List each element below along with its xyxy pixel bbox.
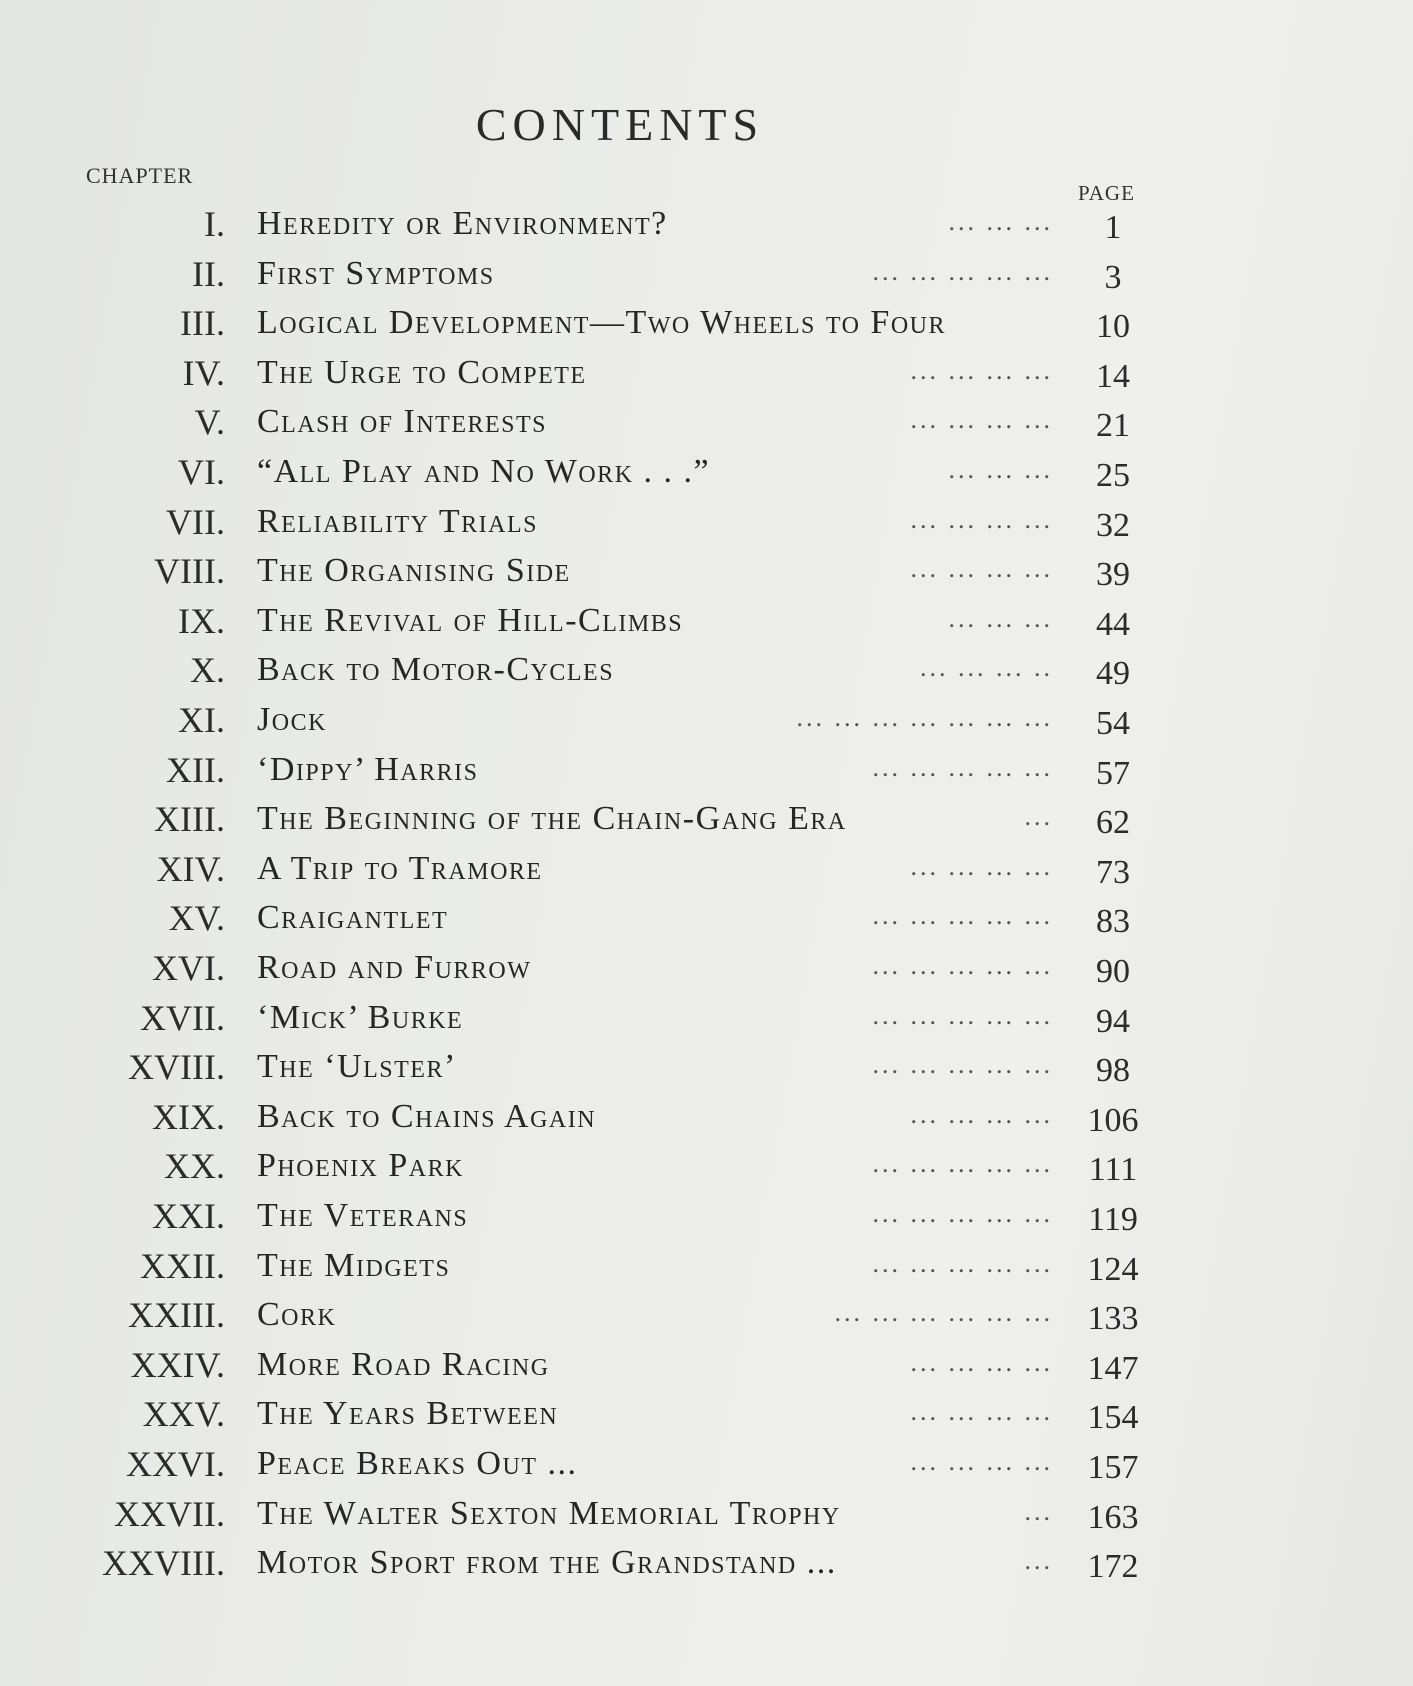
page-number: 25 bbox=[1096, 457, 1130, 494]
chapter-title: Heredity or Environment? bbox=[257, 205, 668, 242]
contents-entry bbox=[0, 501, 1413, 551]
dot-leader: ... ... ... ... bbox=[910, 1447, 1053, 1476]
page-column-label: PAGE bbox=[1078, 181, 1135, 205]
page-number: 157 bbox=[1087, 1449, 1139, 1486]
chapter-title: Back to Chains Again bbox=[257, 1098, 597, 1135]
chapter-title: The Walter Sexton Memorial Trophy bbox=[257, 1495, 841, 1532]
chapter-title: Motor Sport from the Grandstand ... bbox=[257, 1544, 837, 1581]
chapter-number: XVI. bbox=[152, 948, 225, 988]
contents-entry bbox=[0, 649, 1413, 699]
chapter-number: XXI. bbox=[152, 1196, 225, 1236]
contents-entry bbox=[0, 401, 1413, 451]
chapter-number: XII. bbox=[166, 750, 225, 790]
page-number: 154 bbox=[1087, 1399, 1139, 1436]
page-number: 44 bbox=[1096, 606, 1130, 643]
page-number: 172 bbox=[1087, 1548, 1139, 1585]
chapter-title: More Road Racing bbox=[257, 1346, 550, 1383]
chapter-title: The Revival of Hill-Climbs bbox=[257, 602, 684, 639]
chapter-title: The ‘Ulster’ bbox=[257, 1048, 457, 1085]
dot-leader: ... ... ... ... bbox=[910, 356, 1053, 385]
dot-leader: ... bbox=[1024, 802, 1053, 831]
chapter-title: The Urge to Compete bbox=[257, 354, 587, 391]
chapter-number: III. bbox=[180, 303, 225, 343]
chapter-title: The Organising Side bbox=[257, 552, 571, 589]
chapter-number: XXVI. bbox=[126, 1444, 225, 1484]
dot-leader: ... ... ... ... ... bbox=[872, 1001, 1053, 1030]
contents-entry bbox=[0, 947, 1413, 997]
chapter-number: XVII. bbox=[140, 998, 225, 1038]
page-number: 10 bbox=[1096, 308, 1130, 345]
page-number: 124 bbox=[1087, 1251, 1139, 1288]
contents-entry bbox=[0, 848, 1413, 898]
page-number: 163 bbox=[1087, 1499, 1139, 1536]
contents-entry bbox=[0, 749, 1413, 799]
dot-leader: ... ... ... ... bbox=[910, 1100, 1053, 1129]
chapter-number: X. bbox=[190, 650, 225, 690]
dot-leader: ... bbox=[1024, 1546, 1053, 1575]
dot-leader: ... ... ... ... bbox=[910, 852, 1053, 881]
chapter-number: IX. bbox=[178, 601, 225, 641]
chapter-title: The Veterans bbox=[257, 1197, 469, 1234]
dot-leader: ... ... ... ... ... ... ... bbox=[796, 703, 1053, 732]
page-number: 39 bbox=[1096, 556, 1130, 593]
chapter-number: XXIV. bbox=[130, 1345, 225, 1385]
chapter-title: Back to Motor-Cycles bbox=[257, 651, 615, 688]
contents-entry bbox=[0, 203, 1413, 253]
page-number: 73 bbox=[1096, 854, 1130, 891]
dot-leader: ... ... ... ... ... ... bbox=[834, 1298, 1053, 1327]
chapter-number: XVIII. bbox=[128, 1047, 225, 1087]
chapter-title: ‘Mick’ Burke bbox=[257, 999, 464, 1036]
chapter-number: VII. bbox=[166, 502, 225, 542]
contents-entry bbox=[0, 1145, 1413, 1195]
chapter-number: VI. bbox=[178, 452, 225, 492]
chapter-title: Clash of Interests bbox=[257, 403, 548, 440]
dot-leader: ... ... ... ... bbox=[910, 1348, 1053, 1377]
chapter-number: XX. bbox=[164, 1146, 225, 1186]
page-number: 111 bbox=[1088, 1151, 1138, 1188]
chapter-number: XXVII. bbox=[114, 1494, 225, 1534]
contents-entry bbox=[0, 1245, 1413, 1295]
chapter-title: Craigantlet bbox=[257, 899, 449, 936]
chapter-number: XIX. bbox=[152, 1097, 225, 1137]
contents-entry bbox=[0, 253, 1413, 303]
page-number: 49 bbox=[1096, 655, 1130, 692]
dot-leader: ... ... ... .. bbox=[920, 653, 1053, 682]
dot-leader: ... ... ... bbox=[948, 207, 1053, 236]
chapter-title: Jock bbox=[257, 701, 327, 738]
chapter-title: A Trip to Tramore bbox=[257, 850, 543, 887]
chapter-title: Phoenix Park bbox=[257, 1147, 464, 1184]
page-number: 3 bbox=[1104, 259, 1122, 296]
page-number: 94 bbox=[1096, 1003, 1130, 1040]
contents-entry bbox=[0, 352, 1413, 402]
dot-leader: ... ... ... ... ... bbox=[872, 1050, 1053, 1079]
chapter-title: First Symptoms bbox=[257, 255, 495, 292]
dot-leader: ... ... ... ... ... bbox=[872, 951, 1053, 980]
chapter-title: Reliability Trials bbox=[257, 503, 538, 540]
page-number: 147 bbox=[1087, 1350, 1139, 1387]
dot-leader: ... ... ... bbox=[948, 455, 1053, 484]
chapter-title: The Midgets bbox=[257, 1247, 451, 1284]
chapter-number: XXII. bbox=[140, 1246, 225, 1286]
contents-entry bbox=[0, 600, 1413, 650]
page-number: 57 bbox=[1096, 755, 1130, 792]
dot-leader: ... ... ... ... ... bbox=[872, 257, 1053, 286]
dot-leader: ... ... ... ... bbox=[910, 554, 1053, 583]
page-number: 83 bbox=[1096, 903, 1130, 940]
chapter-title: “All Play and No Work . . .” bbox=[257, 453, 711, 490]
dot-leader: ... ... ... ... bbox=[910, 1397, 1053, 1426]
chapter-number: XI. bbox=[178, 700, 225, 740]
contents-entry bbox=[0, 699, 1413, 749]
chapter-number: XIV. bbox=[156, 849, 225, 889]
page-number: 90 bbox=[1096, 953, 1130, 990]
dot-leader: ... ... ... ... ... bbox=[872, 1199, 1053, 1228]
contents-entry bbox=[0, 1195, 1413, 1245]
chapter-number: XIII. bbox=[154, 799, 225, 839]
dot-leader: ... ... ... ... ... bbox=[872, 901, 1053, 930]
chapter-number: XXIII. bbox=[128, 1295, 225, 1335]
dot-leader: ... ... ... ... bbox=[910, 405, 1053, 434]
page-number: 133 bbox=[1087, 1300, 1139, 1337]
chapter-number: XV. bbox=[168, 898, 225, 938]
page-number: 1 bbox=[1104, 209, 1122, 246]
chapter-title: The Beginning of the Chain-Gang Era bbox=[257, 800, 847, 837]
contents-entry bbox=[0, 997, 1413, 1047]
chapter-number: XXVIII. bbox=[102, 1543, 225, 1583]
contents-entry bbox=[0, 1443, 1413, 1493]
contents-entry bbox=[0, 1046, 1413, 1096]
page-number: 14 bbox=[1096, 358, 1130, 395]
page-number: 32 bbox=[1096, 507, 1130, 544]
chapter-number: XXV. bbox=[142, 1394, 225, 1434]
chapter-title: Road and Furrow bbox=[257, 949, 532, 986]
chapter-title: Logical Development—Two Wheels to Four bbox=[257, 304, 946, 341]
dot-leader: ... ... ... ... ... bbox=[872, 1149, 1053, 1178]
dot-leader: ... ... ... ... ... bbox=[872, 753, 1053, 782]
contents-entry bbox=[0, 1493, 1413, 1543]
contents-entry bbox=[0, 897, 1413, 947]
page-number: 106 bbox=[1087, 1102, 1139, 1139]
chapter-title: ‘Dippy’ Harris bbox=[257, 751, 479, 788]
contents-entry bbox=[0, 1294, 1413, 1344]
contents-entry bbox=[0, 1096, 1413, 1146]
chapter-column-label: CHAPTER bbox=[86, 163, 194, 188]
chapter-title: Peace Breaks Out ... bbox=[257, 1445, 578, 1482]
page-number: 54 bbox=[1096, 705, 1130, 742]
page-number: 119 bbox=[1088, 1201, 1138, 1238]
dot-leader: ... ... ... ... bbox=[910, 505, 1053, 534]
dot-leader: ... ... ... ... ... bbox=[872, 1249, 1053, 1278]
page-title: CONTENTS bbox=[475, 99, 765, 150]
dot-leader: ... ... ... bbox=[948, 604, 1053, 633]
contents-entry bbox=[0, 1344, 1413, 1394]
page-number: 98 bbox=[1096, 1052, 1130, 1089]
page-number: 62 bbox=[1096, 804, 1130, 841]
contents-entry bbox=[0, 451, 1413, 501]
contents-entry bbox=[0, 550, 1413, 600]
dot-leader: ... bbox=[1024, 1497, 1053, 1526]
chapter-title: Cork bbox=[257, 1296, 337, 1333]
chapter-number: I. bbox=[204, 204, 225, 244]
chapter-title: The Years Between bbox=[257, 1395, 559, 1432]
chapter-number: V. bbox=[194, 402, 225, 442]
chapter-number: IV. bbox=[182, 353, 225, 393]
contents-entry bbox=[0, 798, 1413, 848]
chapter-number: VIII. bbox=[154, 551, 225, 591]
chapter-number: II. bbox=[192, 254, 225, 294]
contents-entry bbox=[0, 1393, 1413, 1443]
contents-entry bbox=[0, 302, 1413, 352]
page-number: 21 bbox=[1096, 407, 1130, 444]
contents-entry bbox=[0, 1542, 1413, 1592]
